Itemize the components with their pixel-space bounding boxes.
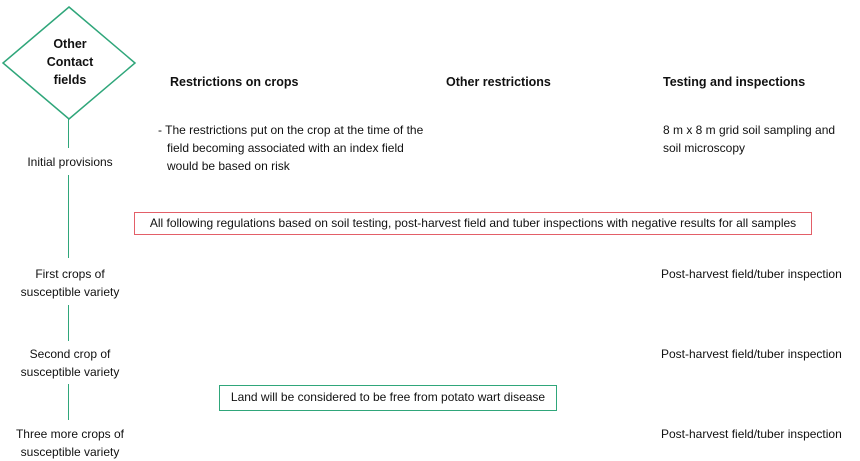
column-header-other: Other restrictions xyxy=(446,75,551,89)
connector-line xyxy=(68,384,69,420)
disease-free-banner: Land will be considered to be free from potato wart disease xyxy=(219,385,557,411)
diamond-label xyxy=(20,35,120,89)
testing-line2: soil microscopy xyxy=(663,141,746,155)
stage-three-more-crops xyxy=(0,425,140,461)
column-header-testing: Testing and inspections xyxy=(663,75,806,89)
testing-line1: 8 m x 8 m grid soil sampling and xyxy=(663,123,836,137)
stage-label-line1: First crops of xyxy=(35,267,105,281)
diamond-label-line1: Other xyxy=(53,37,87,51)
initial-testing xyxy=(663,121,835,157)
stage-second-crop xyxy=(0,345,140,381)
stage-first-crops xyxy=(0,265,140,301)
connector-line xyxy=(68,118,69,148)
stage-label-line1: Three more crops of xyxy=(15,427,125,441)
inspection-first-crops: Post-harvest field/tuber inspection xyxy=(661,267,842,281)
connector-line xyxy=(68,305,69,341)
crop-restriction-line2: field becoming associated with an index field xyxy=(167,141,404,155)
connector-line xyxy=(68,175,69,258)
stage-label-line1: Second crop of xyxy=(29,347,111,361)
crop-restriction-line1: - The restrictions put on the crop at the time of the xyxy=(158,123,424,137)
diamond-label-line2: Contact xyxy=(46,55,94,69)
inspection-three-more-crops: Post-harvest field/tuber inspection xyxy=(661,427,842,441)
stage-initial-provisions xyxy=(0,153,140,171)
stage-label-line2: susceptible variety xyxy=(20,285,120,299)
crop-restriction-line3: would be based on risk xyxy=(167,159,290,173)
stage-label-line2: susceptible variety xyxy=(20,365,120,379)
column-header-crops: Restrictions on crops xyxy=(170,75,299,89)
inspection-second-crop: Post-harvest field/tuber inspection xyxy=(661,347,842,361)
initial-crop-restriction xyxy=(158,121,423,175)
diamond-label-line3: fields xyxy=(53,73,87,87)
regulations-banner: All following regulations based on soil testing, post-harvest field and tuber inspections with negative results for all samples xyxy=(134,212,812,235)
stage-label-line1: Initial provisions xyxy=(27,155,113,169)
stage-label-line2: susceptible variety xyxy=(20,445,120,459)
